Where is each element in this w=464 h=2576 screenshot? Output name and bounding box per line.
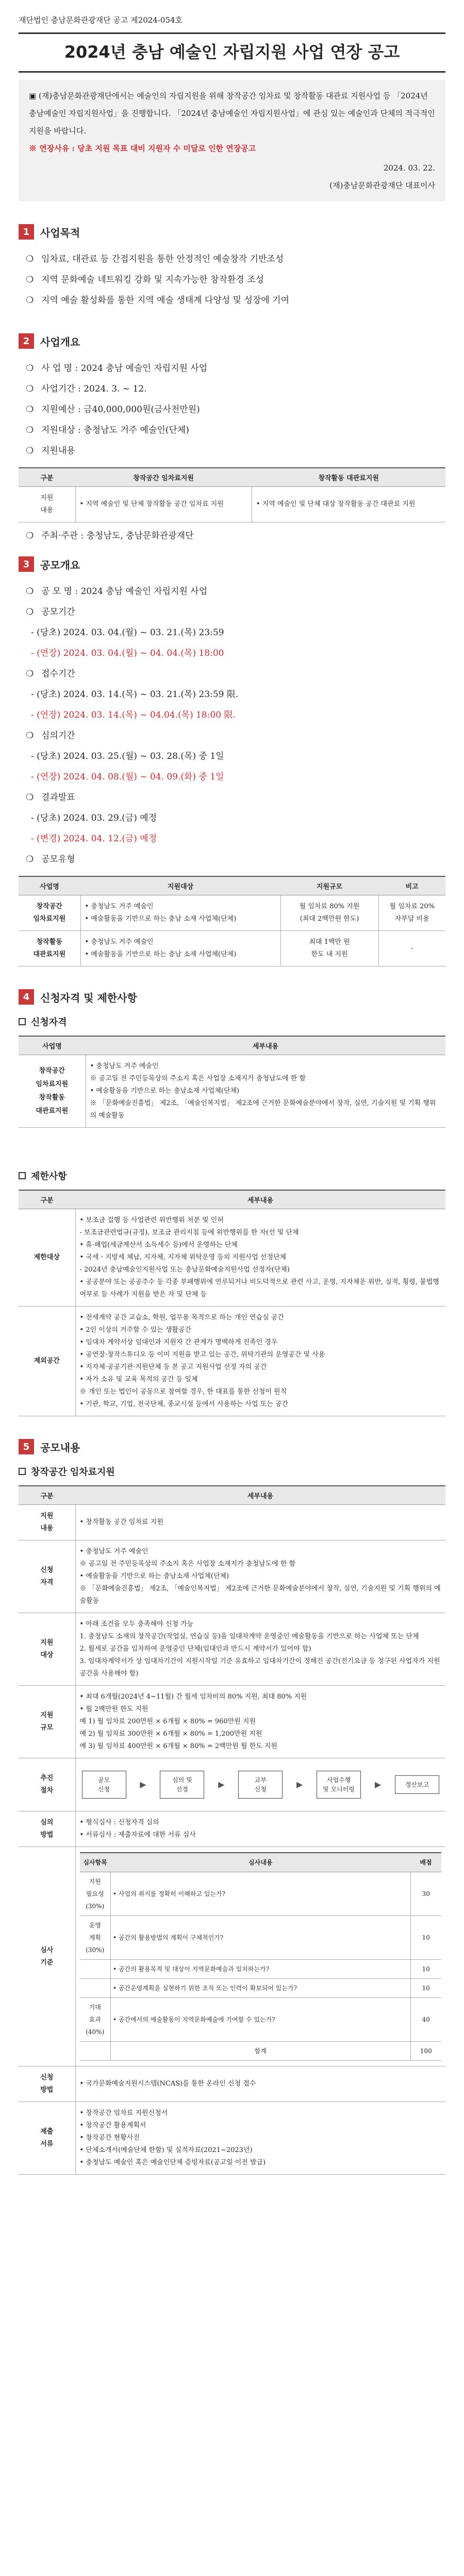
table-header: 세부내용	[75, 1486, 445, 1505]
section-3-list	[19, 581, 445, 870]
restriction-table	[19, 1190, 445, 1416]
space-rent-table	[19, 1485, 445, 2175]
section-title: 공모개요	[40, 558, 80, 571]
table-row: 심사 기준 심사항목 심사내용 배점 지원 필요성 (30%) • 사업의 취지를 정확히 이해하고 있는가? 30 운영 계획 (30%) • 공간의 활용방법의 계획이 구체적인가? 10 • 공간의 활용목적 및 대상이 지역문화예술과 일치하는가? 10 • 공간운영계획을 실현하기 위한 조직 또는 인력이 확보되어 있는가? 10 기대 효과 (40%) • 공간에서의 예술활동이 지역문화예술에 기여할 수 있는가? 40 합계 100	[19, 1847, 445, 2066]
page-title: 2024년 충남 예술인 자립지원 사업 연장 공고	[19, 32, 445, 73]
subsection-header: 제한사항	[19, 1169, 445, 1182]
table-row: 지원 내용 • 지역 예술인 및 단체 창작활동 공간 임차료 지원 • 지역 예술인 및 단체 대상 창작활동 공간 대관료 지원	[19, 487, 445, 522]
criteria-points: 10	[410, 1916, 441, 1960]
table-row: 신청 자격 • 충청남도 거주 예술인 ※ 공고일 전 주민등록상의 주소지 혹은 사업장 소재지가 충청남도에 한 함 • 예술활동을 기반으로 하는 충남소재 사업체(단체) ※ 「문화예술진흥법」 제2조, 「예술인복지법」 제2조에 근거한 문화예술분야에서 창작, 실연, 기술지원 및 기획 행위의 예술활동	[19, 1540, 445, 1613]
criteria-desc: • 공간의 활용방법의 계획이 구체적인가?	[111, 1916, 411, 1960]
list-item: ❍ 공모기간	[26, 607, 75, 617]
notice-body: ▣ (재)충남문화관광재단에서는 예술인의 자립지원을 위해 창작공간 임차료 및 창작활동 대관료 지원사업 등 「2024년 충남예술인 자립지원사업」을 진행합니다. 「2024년 충남예술인 자립지원사업」에 관심 있는 예술인과 단체의 적극적인 지원을 바랍니다.	[29, 91, 435, 135]
criteria-desc: • 공간운영계획을 실현하기 위한 조직 또는 인력이 확보되어 있는가?	[111, 1979, 411, 1998]
extended-date-line: - (연장) 2024. 04. 08.(월) ~ 04. 09.(화) 중 1일	[31, 772, 224, 782]
flow-step: 사업수행 및 모니터링	[317, 1771, 361, 1799]
notice-number: 재단법인 충남문화관광재단 공고 제2024-054호	[19, 15, 183, 25]
table-header: 창작공간 임차료지원	[75, 468, 252, 487]
extended-date-line: - (연장) 2024. 03. 14.(목) ~ 04.04.(목) 18:00 限.	[31, 710, 236, 720]
criteria-row	[80, 2042, 442, 2061]
table-header: 구분	[19, 1486, 75, 1505]
criteria-row	[80, 1916, 442, 1960]
criteria-table	[80, 1852, 442, 2061]
list-item: ❍ 사 업 명 : 2024 충남 예술인 자립지원 사업	[26, 363, 208, 374]
flow-step: 심의 및 선정	[160, 1771, 204, 1799]
list-item: ❍ 접수기간	[26, 669, 75, 679]
flow-step: 교부 신청	[238, 1771, 283, 1799]
arrow-right-icon: ▶	[218, 1780, 225, 1789]
list-item: ❍ 사업기간 : 2024. 3. ~ 12.	[26, 384, 147, 394]
table-header: 사업명	[19, 876, 80, 895]
competition-type-table	[19, 876, 445, 967]
criteria-desc: • 공간의 활용목적 및 대상이 지역문화예술과 일치하는가?	[111, 1960, 411, 1979]
square-icon	[19, 1172, 26, 1179]
criteria-desc: 합계	[111, 2042, 411, 2061]
section-title: 신청자격 및 제한사항	[40, 991, 137, 1004]
criteria-points: 30	[410, 1872, 441, 1916]
list-item: ❍ 지역 예술 활성화를 통한 지역 예술 생태계 다양성 및 성장에 기여	[26, 295, 290, 306]
table-header: 구분	[19, 1190, 75, 1209]
table-row: 창작공간 임차료지원 • 충청남도 거주 예술인 • 예술활동을 기반으로 하는 충남 소재 사업체(단체) 월 임차료 80% 지원 (최대 2백만원 한도) 월 임차료 20% 자부담 비용	[19, 895, 445, 931]
table-header: 비고	[378, 876, 445, 895]
table-row: 심의 방법 • 형식심사 : 신청자격 심의 • 서류심사 : 제출자료에 대한 서류 심사	[19, 1811, 445, 1847]
square-icon	[19, 1468, 26, 1475]
list-item: ❍ 지원예산 : 금40,000,000원(금사천만원)	[26, 404, 200, 415]
list-item: ❍ 지역 문화예술 네트워킹 강화 및 지속가능한 창작환경 조성	[26, 275, 264, 285]
criteria-row	[80, 1998, 442, 2042]
table-row: 제한대상 • 보조금 집행 등 사업관련 위반행위 처분 및 인허 - 보조금관련법규(규정), 보조금 관리지침 등에 위반행위를 한 자(선 및 단체 • 휴·폐업(세금계산서 소득세수 등)에서 운영하는 단체 • 국세ㆍ지방세 체납, 지자체, 지자체 위탁운영 등의 지원사업 선정단체 - 2024년 충남예술인지원사업 또는 충남문화예술지원사업 선정자(단체) • 공공분야 또는 공공주수 등 각종 부패행위에 연루되거나 비도덕적으로 관련 사고, 운영, 지자체운 위반, 실적, 횡령, 불법행 여부로 등 사례가 지원을 받은 자 및 단체 등	[19, 1209, 445, 1307]
criteria-desc: • 공간에서의 예술활동이 지역문화예술에 기여할 수 있는가?	[111, 1998, 411, 2042]
section-title: 공모내용	[40, 1441, 80, 1454]
table-header: 세부내용	[75, 1190, 445, 1209]
table-row: 제외공간 • 전세계약 공간 교습소, 학원, 업무용 목적으로 하는 개인 연습실 공간 • 2인 이상의 거주할 수 있는 생활공간 • 임대차 계약서상 임대인과 지원자 간 관계가 명백하게 친족인 경우 • 공연장·창작스튜디오 등 이미 지원을 받고 있는 공간, 위탁기관의 운영공간 및 사용 • 지자체·공공기관·지원단체 등 본 공고 지원사업 선정 자의 공간 • 자가 소유 및 교육 목적의 공간 등 일체 ※ 개인 또는 법인이 공동으로 참여할 경우, 한 대표를 통한 신청이 원칙 • 기관, 학교, 기업, 전국단체, 종교시설 등에서 사용하는 사업 또는 공간	[19, 1307, 445, 1416]
list-item: ❍ 공모유형	[26, 854, 75, 865]
section-number: 2	[19, 333, 34, 349]
flow-step: 정산보고	[395, 1775, 439, 1794]
list-item: ❍ 임차료, 대관료 등 간접지원을 통한 안정적인 예술창작 기반조성	[26, 254, 284, 264]
subsection-header: 창작공간 임차료지원	[19, 1465, 445, 1478]
table-row: 창작공간 임차료지원 창작활동 대관료지원 • 충청남도 거주 예술인 ※ 공고일 전 주민등록상의 주소지 혹은 사업장 소재지가 충청남도에 한 함 • 예술활동을 기반으로 하는 충남소재 사업체(단체) ※ 「문화예술진흥법」 제2조, 「예술인복지법」 제2조에 근거한 문화예술분야에서 창작, 실연, 기술지원 및 기획 행위의 예술활동	[19, 1055, 445, 1128]
section-2-header	[19, 333, 445, 349]
arrow-right-icon: ▶	[374, 1780, 382, 1789]
criteria-desc: • 사업의 취지를 정확히 이해하고 있는가?	[111, 1872, 411, 1916]
section-number: 5	[19, 1439, 34, 1454]
list-item: ❍ 심의기간	[26, 731, 75, 741]
section-4-header	[19, 989, 445, 1005]
subsection-header: 신청자격	[19, 1015, 445, 1028]
section-1-list	[19, 249, 445, 311]
extended-date-line: - (변경) 2024. 04. 12.(금) 예정	[31, 834, 157, 844]
criteria-category	[80, 1960, 111, 1979]
table-header: 지원규모	[280, 876, 378, 895]
original-date-line: - (당초) 2024. 03. 04.(월) ~ 03. 21.(목) 23:59	[31, 628, 224, 638]
criteria-category	[80, 1979, 111, 1998]
criteria-category	[80, 2042, 111, 2061]
table-row: 추진 절차 공모 신청 ▶ 심의 및 선정 ▶ 교부 신청 ▶ 사업수행 및 모니터링 ▶ 정산보고	[19, 1758, 445, 1811]
table-header: 창작활동 대관료지원	[252, 468, 445, 487]
criteria-category: 기대 효과 (40%)	[80, 1998, 111, 2042]
criteria-category: 운영 계획 (30%)	[80, 1916, 111, 1960]
arrow-right-icon: ▶	[140, 1780, 146, 1789]
arrow-right-icon: ▶	[296, 1780, 303, 1789]
section-1-header	[19, 224, 445, 240]
table-header: 지원대상	[80, 876, 280, 895]
notice-date: 2024. 03. 22.	[383, 163, 435, 173]
support-content-table	[19, 467, 445, 522]
section-2-list	[19, 358, 445, 461]
criteria-points: 10	[410, 1960, 441, 1979]
criteria-points: 100	[410, 2042, 441, 2061]
table-header: 구분	[19, 468, 75, 487]
table-row: 지원 규모 • 최대 6개월(2024년 4~11월) 간 월세 임차비의 80% 지원, 최대 80% 지원 • 월 2백만원 한도 지원 예 1) 월 임차료 200만원 × 6개월 × 80% = 960만원 지원 예 2) 월 임차료 300만원 × 6개월 × 80% = 1,200만원 지원 예 3) 월 임차료 400만원 × 6개월 × 80% = 2백만원 월 한도 지원	[19, 1686, 445, 1758]
list-item: ❍ 지원대상 : 충청남도 거주 예술인(단체)	[26, 425, 189, 435]
table-row: 제출 서류 • 창작공간 임차료 지원신청서 • 창작공간 활용계획서 • 창작공간 현황사진 • 단체소개서(예술단체 한함) 및 실적자료(2021~2023년) • 충청남도 예술인 혹은 예술인단체 증빙자료(공고일 이전 발급)	[19, 2102, 445, 2175]
eligibility-table	[19, 1036, 445, 1128]
list-item: ❍ 지원내용	[26, 446, 75, 456]
square-icon	[19, 1018, 26, 1025]
flow-step: 공모 신청	[82, 1771, 126, 1799]
list-item: ❍ 주최·주관 : 충청남도, 충남문화관광재단	[26, 531, 194, 541]
table-row: 지원 대상 • 아래 조건을 모두 충족해야 신청 가능 1. 충청남도 소재의 창작공간(작업실, 연습실 등)을 임대차계약 운영중인 예술활동을 기반으로 하는 사업체 또는 단체 2. 월세로 공간을 임차하여 운영중인 단체(임대인과 반드시 계약서가 있어야 합) 3. 임대차계약서가 상 임대차기간이 지원시작일 기준 유효하고 임대차기간이 정해진 공간(전기요금 등 청구된 사업자가 지원 공간을 사용해야 함)	[19, 1613, 445, 1686]
extension-reason: ※ 연장사유 : 당초 지원 목표 대비 지원자 수 미달로 인한 연장공고	[29, 144, 256, 153]
section-number: 1	[19, 224, 34, 240]
original-date-line: - (당초) 2024. 03. 29.(금) 예정	[31, 813, 157, 823]
criteria-category: 지원 필요성 (30%)	[80, 1872, 111, 1916]
list-item: ❍ 결과발표	[26, 792, 75, 803]
table-header: 배점	[410, 1853, 441, 1872]
section-number: 4	[19, 989, 34, 1005]
original-date-line: - (당초) 2024. 03. 25.(월) ~ 03. 28.(목) 중 1일	[31, 751, 224, 761]
original-date-line: - (당초) 2024. 03. 14.(목) ~ 03. 21.(목) 23:59 限.	[31, 689, 239, 700]
list-item: ❍ 공 모 명 : 2024 충남 예술인 자립지원 사업	[26, 586, 208, 597]
table-header: 심사내용	[111, 1853, 411, 1872]
criteria-points: 10	[410, 1979, 441, 1998]
extended-date-line: - (연장) 2024. 03. 04.(월) ~ 04. 04.(목) 18:00	[31, 648, 224, 658]
section-title: 사업목적	[40, 226, 80, 239]
criteria-row	[80, 1872, 442, 1916]
table-row: 창작활동 대관료지원 • 충청남도 거주 예술인 • 예술활동을 기반으로 하는 충남 소재 사업체(단체) 최대 1백만 원 한도 내 지원 -	[19, 931, 445, 967]
criteria-points: 40	[410, 1998, 441, 2042]
table-row: 신청 방법 • 국가문화예술지원시스템(NCAS)를 통한 온라인 신청 접수	[19, 2066, 445, 2102]
table-header: 세부내용	[86, 1036, 445, 1055]
criteria-row	[80, 1960, 442, 1979]
criteria-row	[80, 1979, 442, 1998]
table-header: 심사항목	[80, 1853, 111, 1872]
section-number: 3	[19, 556, 34, 572]
notice-org: (재)충남문화관광재단 대표이사	[329, 181, 435, 190]
process-flow	[80, 1764, 442, 1806]
section-3-header	[19, 556, 445, 572]
table-header: 사업명	[19, 1036, 86, 1055]
section-5-header	[19, 1439, 445, 1454]
table-row: 지원 내용 • 창작활동 공간 임차료 지원	[19, 1505, 445, 1540]
notice-box	[19, 80, 445, 201]
section-title: 사업개요	[40, 335, 80, 348]
